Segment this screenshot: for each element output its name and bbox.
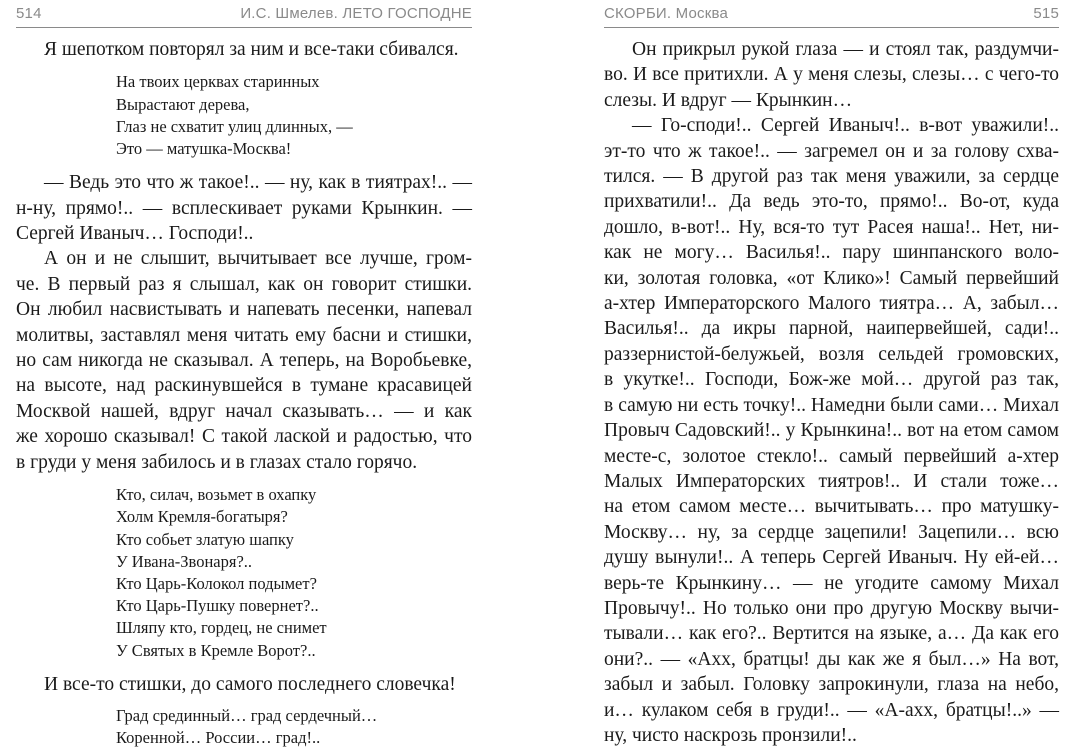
paragraph bbox=[16, 246, 472, 475]
paragraph bbox=[604, 113, 1059, 748]
left-running-header bbox=[16, 5, 472, 27]
text-line: И все-то стишки, до самого последнего словечка! bbox=[44, 673, 456, 695]
right-header-rule bbox=[604, 27, 1059, 28]
verse-stanza bbox=[16, 705, 472, 749]
text-line: во. И все притихли. А у меня слезы, слезы… с чего-то bbox=[604, 64, 1059, 86]
verse-line: Холм Кремля-богатыря? bbox=[116, 507, 288, 527]
right-running-title: СКОРБИ. Москва bbox=[604, 5, 729, 22]
text-line: они?.. — «Ахх, братцы! ды как же я был…» На вот, bbox=[604, 648, 1059, 670]
text-line: душу вынули!.. А теперь Сергей Иваныч. Ну ей-ей… bbox=[604, 547, 1059, 569]
left-running-title: И.С. Шмелев. ЛЕТО ГОСПОДНЕ bbox=[240, 5, 472, 22]
text-line: на етом самом месте… вычитывать… про матушку- bbox=[604, 496, 1059, 518]
text-line: слезы. И вдруг — Крынкин… bbox=[604, 89, 853, 111]
verse-line: Град срединный… град сердечный… bbox=[116, 706, 378, 726]
left-page-number: 514 bbox=[16, 5, 42, 22]
text-line: Я шепотком повторял за ним и все-таки сбивался. bbox=[44, 39, 459, 60]
text-line: в самую ни есть точку!.. Намедни были сами… Михал bbox=[604, 394, 1059, 416]
verse-line: На твоих церквах старинных bbox=[116, 72, 320, 92]
text-line: же хорошо сказывал! С такой лаской и радостью, что bbox=[16, 426, 472, 448]
text-line: Москвой нашей, вдруг начал сказывать… — и как bbox=[16, 400, 472, 422]
text-line: и… кулаком себя в груди!.. — «А-ахх, братцы!..» — bbox=[604, 699, 1059, 721]
text-line: ки, золотая головка, «от Клико»! Самый первейший bbox=[604, 267, 1059, 289]
verse-line: Кто Царь-Пушку повернет?.. bbox=[116, 596, 319, 616]
verse-stanza bbox=[16, 484, 472, 662]
text-line: тывали… как его?.. Вертится на языке, а… Да как его bbox=[604, 623, 1059, 645]
text-line: но сам никогда не сказывал. А теперь, на Воробьевке, bbox=[16, 350, 472, 372]
text-line: раззернистой-белужьей, возля сельдей громовских, bbox=[604, 343, 1059, 365]
text-line: Москву… ну, за сердце зацепили! Зацепили… всю bbox=[604, 521, 1059, 543]
verse-line: У Святых в Кремле Ворот?.. bbox=[116, 640, 316, 660]
verse-line: Кто собьет златую шапку bbox=[116, 529, 294, 549]
text-line: эт-то что ж такое!.. — загремел он и за голову схва- bbox=[604, 140, 1059, 162]
left-header-rule bbox=[16, 27, 472, 28]
text-line: н-ну, прямо!.. — всплескивает руками Крынкин. — bbox=[16, 197, 472, 219]
right-page bbox=[538, 0, 1076, 746]
paragraph bbox=[16, 170, 472, 246]
text-line: месте-с, золотое стекло!.. самый первейший а-хтер bbox=[604, 445, 1059, 467]
text-line: на высоте, над раскинувшейся в тумане красавицей bbox=[16, 375, 472, 397]
text-line: — Го-споди!.. Сергей Иваныч!.. в-вот уважили!.. bbox=[632, 115, 1059, 137]
text-line: забыл и забыл. Головку запрокинули, глаза на небо, bbox=[604, 674, 1059, 696]
right-running-header bbox=[604, 5, 1059, 27]
text-line: верь-те Крынкину… — не угодите самому Михал bbox=[604, 572, 1059, 594]
right-page-text bbox=[604, 37, 1059, 748]
text-line: прихватили!.. Да ведь это-то, прямо!.. Во-от, куда bbox=[604, 191, 1059, 213]
text-line: — Ведь это что ж такое!.. — ну, как в тиятрах!.. — bbox=[44, 172, 472, 194]
text-line: в укутке!.. Господи, Бож-же мой… другой раз так, bbox=[604, 369, 1059, 391]
text-line: Сергей Иваныч… Господи!.. bbox=[16, 223, 254, 245]
verse-line: Это — матушка-Москва! bbox=[116, 139, 292, 159]
verse-line: Вырастают дерева, bbox=[116, 94, 250, 114]
text-line: ну, чисто наскрозь пронзили!.. bbox=[604, 724, 857, 746]
text-line: тился. — В другой раз так меня уважили, за сердце bbox=[604, 166, 1059, 188]
verse-line: Глаз не схватит улиц длинных, — bbox=[116, 116, 353, 136]
text-line: а-хтер Императорского Малого тиятра… А, забыл… bbox=[604, 293, 1059, 315]
verse-line: Шляпу кто, гордец, не снимет bbox=[116, 618, 327, 638]
right-page-number: 515 bbox=[1033, 5, 1059, 22]
text-line: Он прикрыл рукой глаза — и стоял так, раздумчи- bbox=[632, 39, 1059, 60]
verse-stanza bbox=[16, 71, 472, 160]
verse-line: Коренной… России… град!.. bbox=[116, 728, 321, 748]
text-line: Малых Императорских тиятров!.. И стали тоже… bbox=[604, 470, 1059, 492]
text-line: в груди у меня забилось и в глазах стало горячо. bbox=[16, 451, 418, 473]
verse-line: У Ивана-Звонаря?.. bbox=[116, 551, 253, 571]
text-line: че. В первый раз я слышал, как он говорит стишки. bbox=[16, 273, 472, 295]
text-line: дошло, в-вот!.. Ну, вся-то тут Расея наша!.. Нет, ни- bbox=[604, 216, 1059, 238]
left-page-text bbox=[16, 37, 472, 750]
text-line: молитвы, заставлял меня читать ему басни и стишки, bbox=[16, 324, 472, 346]
verse-line: Кто, силач, возьмет в охапку bbox=[116, 485, 317, 505]
text-line: Провычу!.. Но только они про другую Москву вычи- bbox=[604, 597, 1059, 619]
text-line: Он любил насвистывать и напевать песенки, напевал bbox=[16, 299, 472, 321]
paragraph bbox=[16, 672, 472, 697]
text-line: Провыч Садовский!.. у Крынкина!.. вот на етом самом bbox=[604, 420, 1059, 442]
paragraph bbox=[16, 37, 472, 62]
paragraph bbox=[604, 37, 1059, 113]
verse-line: Кто Царь-Колокол подымет? bbox=[116, 573, 317, 593]
text-line: как не могу… Василья!.. пару шинпанского воло- bbox=[604, 242, 1059, 264]
left-page bbox=[0, 0, 538, 748]
text-line: Василья!.. да икры парной, наипервейшей, сади!.. bbox=[604, 318, 1059, 340]
text-line: А он и не слышит, вычитывает все лучше, гром- bbox=[44, 248, 472, 270]
